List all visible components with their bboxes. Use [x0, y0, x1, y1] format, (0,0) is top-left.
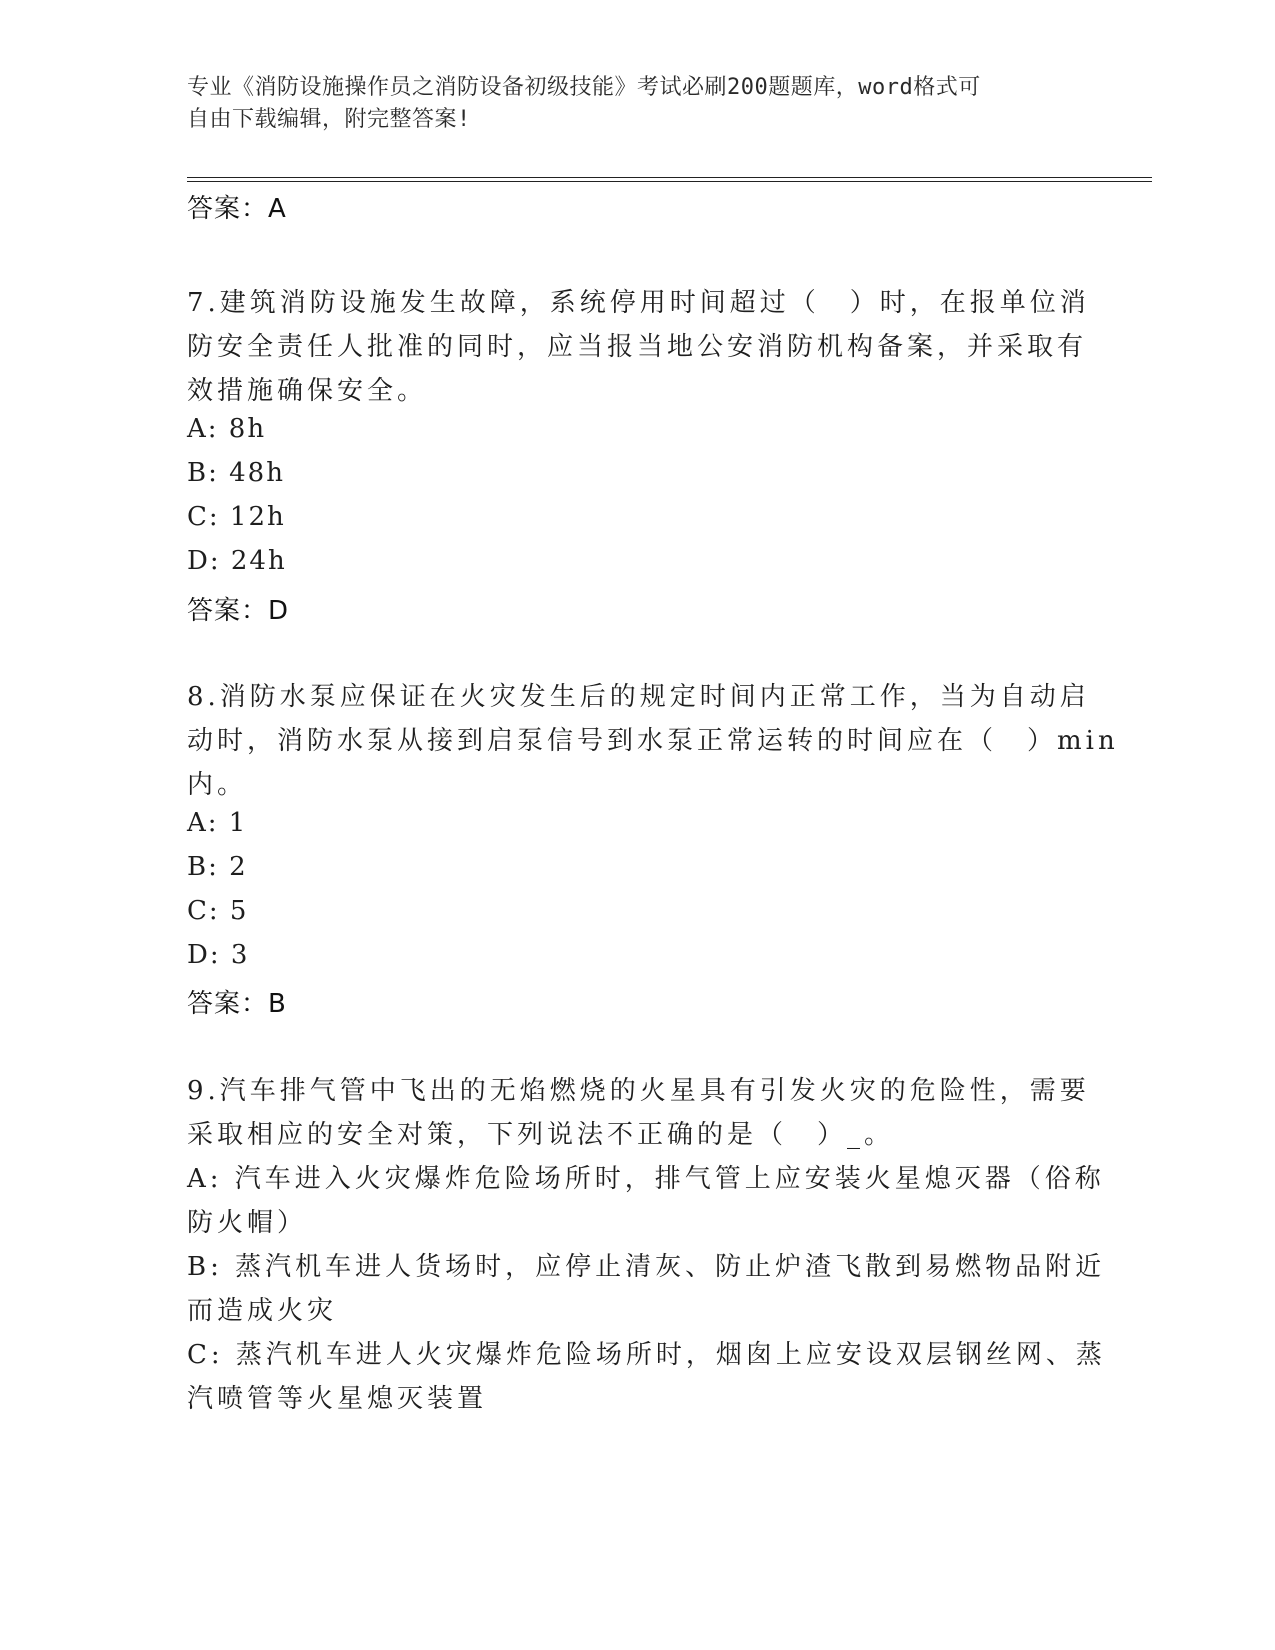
q8-answer: 答案：B	[187, 989, 287, 1019]
q9-text-line-1: 9.汽车排气管中飞出的无焰燃烧的火星具有引发火灾的危险性，需要	[187, 1076, 1090, 1106]
q7-text-line-1: 7.建筑消防设施发生故障，系统停用时间超过（ ）时，在报单位消	[187, 288, 1090, 318]
q7-text-line-2: 防安全责任人批准的同时，应当报当地公安消防机构备案，并采取有	[187, 332, 1088, 362]
q9-option-c-line-2: 汽喷管等火星熄灭装置	[187, 1384, 488, 1414]
q7-option-a: A: 8h	[187, 414, 267, 444]
header-line-1: 专业《消防设施操作员之消防设备初级技能》考试必刷200题题库，word格式可	[187, 75, 981, 100]
q8-option-b: B: 2	[187, 852, 248, 882]
q9-option-c-line-1: C: 蒸汽机车进人火灾爆炸危险场所时，烟囱上应安设双层钢丝网、蒸	[187, 1340, 1106, 1370]
q9-option-b-line-2: 而造成火灾	[187, 1296, 338, 1326]
q7-answer: 答案：D	[187, 596, 290, 626]
header-line-2: 自由下载编辑，附完整答案!	[187, 107, 471, 132]
q8-option-a: A: 1	[187, 808, 248, 838]
page-header	[187, 72, 1067, 136]
q8-option-c: C: 5	[187, 896, 249, 926]
q9-text-line-2: 采取相应的安全对策，下列说法不正确的是（ ）_。	[187, 1120, 895, 1150]
q9-option-a-line-2: 防火帽）	[187, 1208, 308, 1238]
q8-text-line-1: 8.消防水泵应保证在火灾发生后的规定时间内正常工作，当为自动启	[187, 682, 1090, 712]
q7-option-b: B: 48h	[187, 458, 285, 488]
prev-answer: 答案：A	[187, 194, 287, 224]
q7-text-line-3: 效措施确保安全。	[187, 376, 428, 406]
header-divider-bottom	[187, 181, 1152, 182]
header-divider-top	[187, 177, 1152, 178]
q9-option-a-line-1: A: 汽车进入火灾爆炸危险场所时，排气管上应安装火星熄灭器（俗称	[187, 1164, 1105, 1194]
q7-option-c: C: 12h	[187, 502, 286, 532]
q7-option-d: D: 24h	[187, 546, 287, 576]
q9-option-b-line-1: B: 蒸汽机车进人货场时，应停止清灰、防止炉渣飞散到易燃物品附近	[187, 1252, 1106, 1282]
q8-option-d: D: 3	[187, 940, 250, 970]
q8-text-line-2: 动时，消防水泵从接到启泵信号到水泵正常运转的时间应在（ ）min	[187, 726, 1119, 756]
q8-text-line-3: 内。	[187, 770, 248, 800]
